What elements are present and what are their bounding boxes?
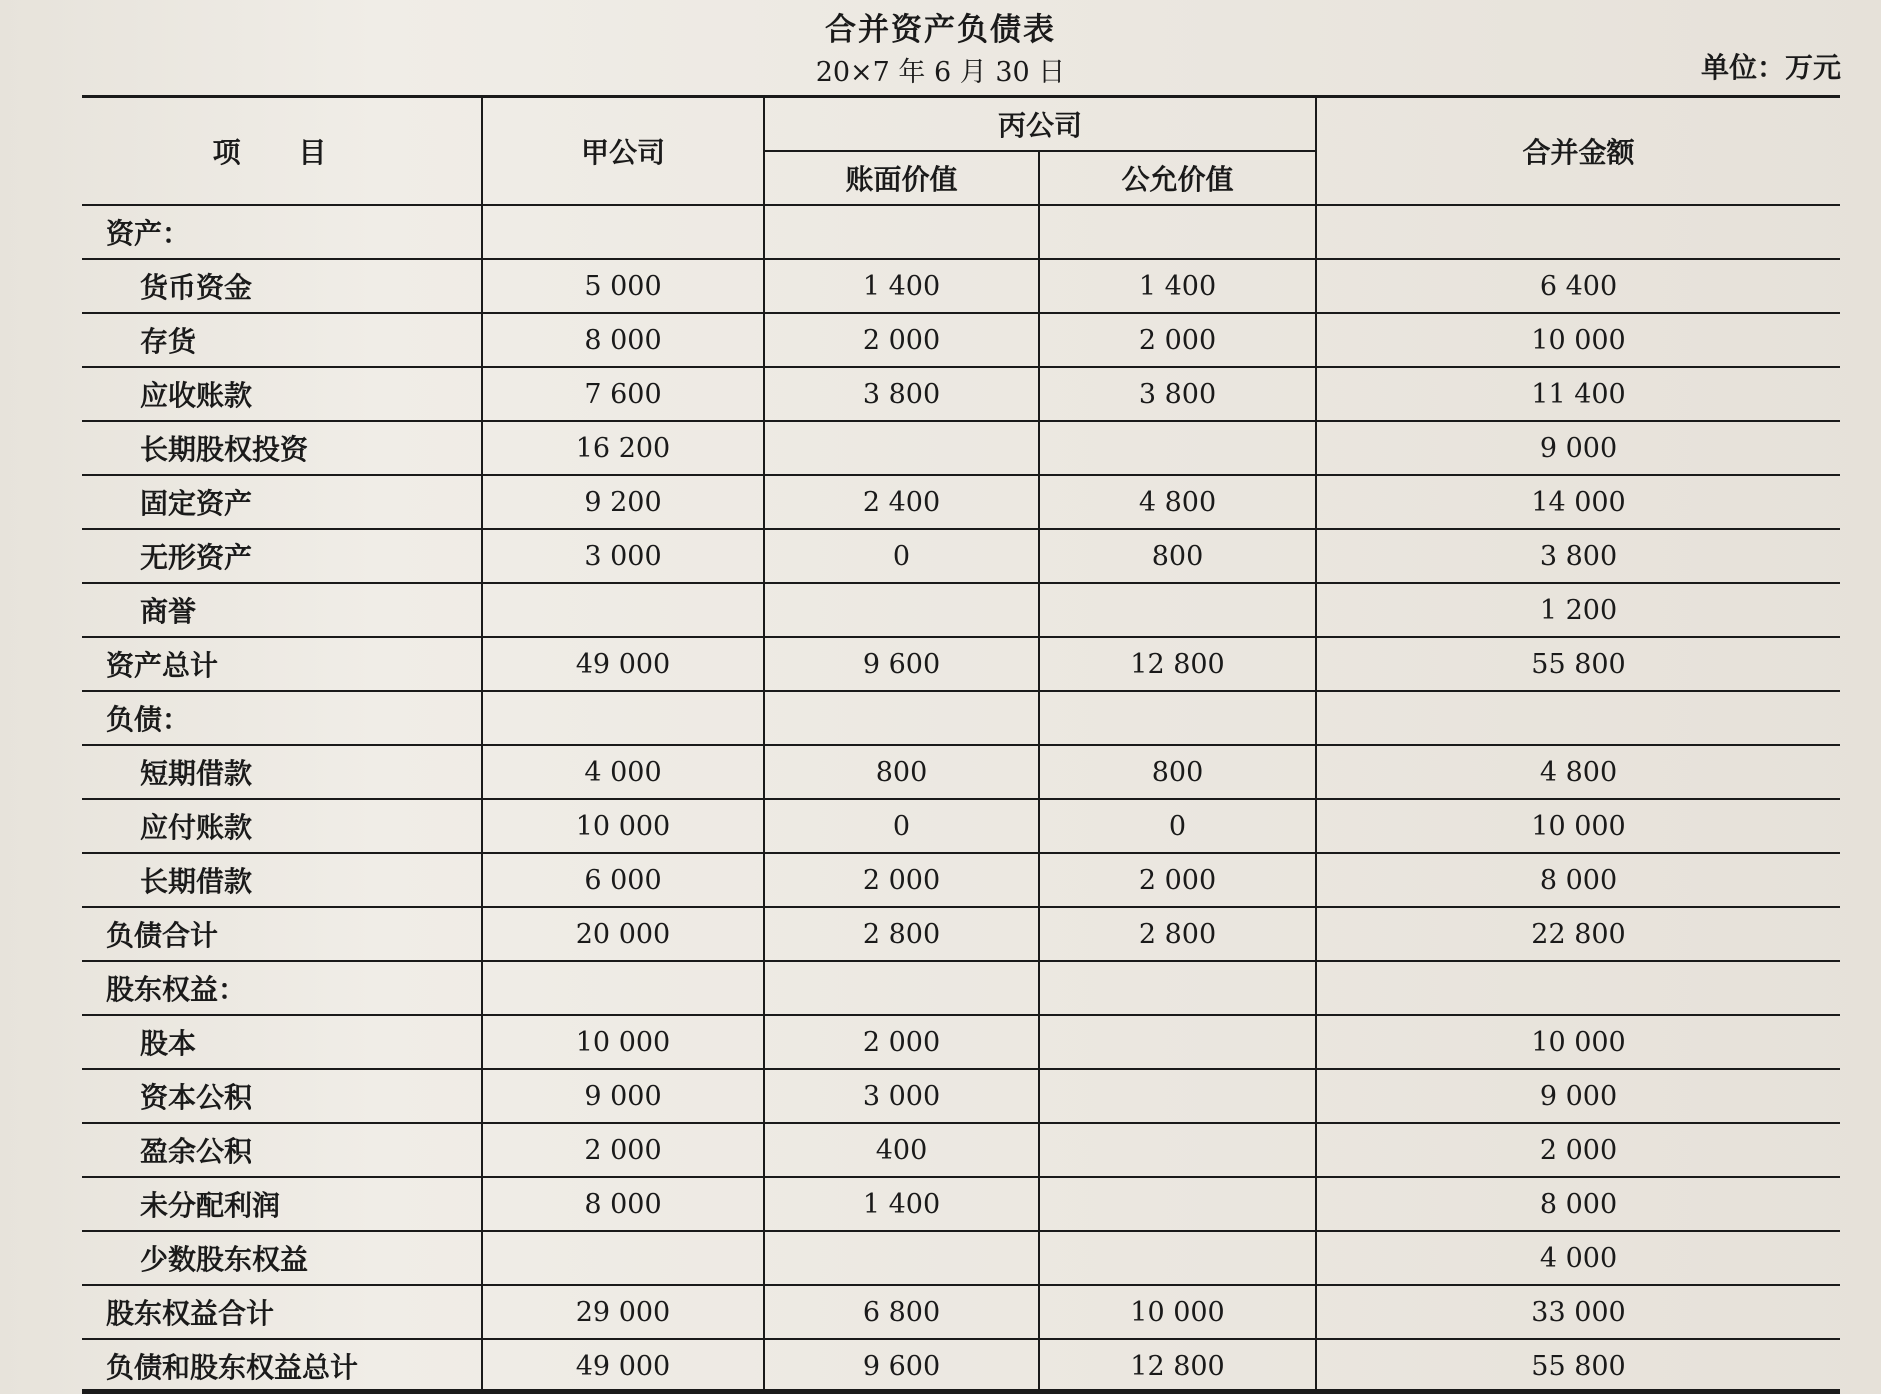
table-row xyxy=(82,907,1840,961)
row-label: 负债和股东权益总计 xyxy=(82,1339,482,1393)
header-jia: 甲公司 xyxy=(482,98,764,205)
cell-bing-fair xyxy=(1039,961,1316,1015)
cell-consolidated xyxy=(1316,205,1840,259)
header-fair-value: 公允价值 xyxy=(1039,151,1316,205)
cell-jia: 9 000 xyxy=(482,1069,764,1123)
row-label: 股东权益合计 xyxy=(82,1285,482,1339)
cell-consolidated: 8 000 xyxy=(1316,1177,1840,1231)
unit-note: 单位：万元 xyxy=(1700,51,1841,84)
cell-jia xyxy=(482,961,764,1015)
cell-jia: 7 600 xyxy=(482,367,764,421)
cell-jia: 10 000 xyxy=(482,799,764,853)
row-label: 股本 xyxy=(82,1015,482,1069)
table-row xyxy=(82,637,1840,691)
row-label: 商誉 xyxy=(82,583,482,637)
cell-bing-fair xyxy=(1039,1177,1316,1231)
cell-bing-book: 2 800 xyxy=(764,907,1039,961)
report-date: 20×7 年 6 月 30 日 xyxy=(815,57,1066,88)
cell-jia: 9 200 xyxy=(482,475,764,529)
cell-consolidated: 6 400 xyxy=(1316,259,1840,313)
cell-bing-fair: 800 xyxy=(1039,745,1316,799)
cell-jia: 10 000 xyxy=(482,1015,764,1069)
table-row xyxy=(82,1285,1840,1339)
table-row xyxy=(82,205,1840,259)
row-label: 存货 xyxy=(82,313,482,367)
table-row xyxy=(82,475,1840,529)
cell-jia: 6 000 xyxy=(482,853,764,907)
cell-bing-book: 800 xyxy=(764,745,1039,799)
cell-jia: 8 000 xyxy=(482,1177,764,1231)
cell-jia: 49 000 xyxy=(482,637,764,691)
cell-bing-fair xyxy=(1039,205,1316,259)
cell-bing-book xyxy=(764,961,1039,1015)
row-label: 短期借款 xyxy=(82,745,482,799)
cell-consolidated: 10 000 xyxy=(1316,313,1840,367)
bottom-rule xyxy=(82,1389,1840,1392)
cell-bing-fair: 3 800 xyxy=(1039,367,1316,421)
cell-jia: 29 000 xyxy=(482,1285,764,1339)
row-label: 未分配利润 xyxy=(82,1177,482,1231)
cell-bing-fair: 10 000 xyxy=(1039,1285,1316,1339)
cell-consolidated: 3 800 xyxy=(1316,529,1840,583)
table-row xyxy=(82,529,1840,583)
cell-jia: 8 000 xyxy=(482,313,764,367)
cell-consolidated: 33 000 xyxy=(1316,1285,1840,1339)
cell-consolidated: 9 000 xyxy=(1316,421,1840,475)
cell-bing-fair xyxy=(1039,1123,1316,1177)
cell-bing-fair xyxy=(1039,1231,1316,1285)
cell-bing-fair: 12 800 xyxy=(1039,637,1316,691)
cell-bing-book: 0 xyxy=(764,799,1039,853)
cell-bing-fair: 4 800 xyxy=(1039,475,1316,529)
table-row xyxy=(82,1069,1840,1123)
cell-bing-fair xyxy=(1039,691,1316,745)
header-bing: 丙公司 xyxy=(764,98,1316,151)
cell-consolidated: 10 000 xyxy=(1316,799,1840,853)
cell-bing-book: 2 400 xyxy=(764,475,1039,529)
cell-consolidated: 4 000 xyxy=(1316,1231,1840,1285)
row-label: 盈余公积 xyxy=(82,1123,482,1177)
cell-jia: 20 000 xyxy=(482,907,764,961)
cell-bing-book xyxy=(764,205,1039,259)
header-row-1 xyxy=(82,98,1840,151)
cell-bing-book: 3 800 xyxy=(764,367,1039,421)
cell-bing-book xyxy=(764,1231,1039,1285)
table-row xyxy=(82,853,1840,907)
cell-jia: 2 000 xyxy=(482,1123,764,1177)
cell-consolidated: 10 000 xyxy=(1316,1015,1840,1069)
table-row xyxy=(82,1015,1840,1069)
cell-bing-book: 2 000 xyxy=(764,853,1039,907)
cell-bing-fair: 800 xyxy=(1039,529,1316,583)
cell-bing-fair: 2 000 xyxy=(1039,313,1316,367)
row-label: 资产： xyxy=(82,205,482,259)
cell-consolidated: 55 800 xyxy=(1316,1339,1840,1393)
row-label: 负债： xyxy=(82,691,482,745)
header-book-value: 账面价值 xyxy=(764,151,1039,205)
cell-bing-fair: 0 xyxy=(1039,799,1316,853)
cell-consolidated: 2 000 xyxy=(1316,1123,1840,1177)
cell-consolidated: 55 800 xyxy=(1316,637,1840,691)
table-row xyxy=(82,691,1840,745)
cell-bing-fair: 2 800 xyxy=(1039,907,1316,961)
row-label: 负债合计 xyxy=(82,907,482,961)
cell-bing-book: 6 800 xyxy=(764,1285,1039,1339)
cell-bing-book: 2 000 xyxy=(764,1015,1039,1069)
row-label: 无形资产 xyxy=(82,529,482,583)
cell-bing-fair xyxy=(1039,421,1316,475)
cell-bing-book xyxy=(764,583,1039,637)
row-label: 固定资产 xyxy=(82,475,482,529)
cell-consolidated: 1 200 xyxy=(1316,583,1840,637)
cell-bing-book: 9 600 xyxy=(764,1339,1039,1393)
cell-bing-fair xyxy=(1039,583,1316,637)
cell-consolidated: 14 000 xyxy=(1316,475,1840,529)
cell-consolidated xyxy=(1316,691,1840,745)
table-row xyxy=(82,745,1840,799)
row-label: 应收账款 xyxy=(82,367,482,421)
balance-sheet-table xyxy=(82,98,1840,1394)
row-label: 货币资金 xyxy=(82,259,482,313)
table-row xyxy=(82,367,1840,421)
table-row xyxy=(82,1339,1840,1393)
cell-bing-fair xyxy=(1039,1015,1316,1069)
table-row xyxy=(82,313,1840,367)
cell-bing-fair: 12 800 xyxy=(1039,1339,1316,1393)
table-row xyxy=(82,799,1840,853)
cell-bing-book: 9 600 xyxy=(764,637,1039,691)
table-row xyxy=(82,259,1840,313)
row-label: 长期借款 xyxy=(82,853,482,907)
cell-jia xyxy=(482,205,764,259)
row-label: 资产总计 xyxy=(82,637,482,691)
table-row xyxy=(82,961,1840,1015)
document-title: 合并资产负债表 xyxy=(825,12,1056,48)
table-row xyxy=(82,1123,1840,1177)
row-label: 少数股东权益 xyxy=(82,1231,482,1285)
cell-jia: 49 000 xyxy=(482,1339,764,1393)
cell-jia: 16 200 xyxy=(482,421,764,475)
cell-bing-fair: 2 000 xyxy=(1039,853,1316,907)
cell-bing-book: 2 000 xyxy=(764,313,1039,367)
cell-consolidated: 9 000 xyxy=(1316,1069,1840,1123)
cell-bing-book: 1 400 xyxy=(764,1177,1039,1231)
header-item: 项 目 xyxy=(82,98,482,205)
cell-jia xyxy=(482,583,764,637)
table-row xyxy=(82,421,1840,475)
cell-jia: 4 000 xyxy=(482,745,764,799)
cell-consolidated xyxy=(1316,961,1840,1015)
cell-jia: 3 000 xyxy=(482,529,764,583)
cell-bing-book: 1 400 xyxy=(764,259,1039,313)
cell-consolidated: 8 000 xyxy=(1316,853,1840,907)
header-consolidated: 合并金额 xyxy=(1316,98,1840,205)
table-row xyxy=(82,583,1840,637)
row-label: 应付账款 xyxy=(82,799,482,853)
table-row xyxy=(82,1231,1840,1285)
cell-consolidated: 4 800 xyxy=(1316,745,1840,799)
cell-bing-fair xyxy=(1039,1069,1316,1123)
row-label: 长期股权投资 xyxy=(82,421,482,475)
cell-bing-book xyxy=(764,691,1039,745)
cell-consolidated: 11 400 xyxy=(1316,367,1840,421)
cell-jia xyxy=(482,1231,764,1285)
cell-jia xyxy=(482,691,764,745)
row-label: 股东权益： xyxy=(82,961,482,1015)
cell-bing-book: 400 xyxy=(764,1123,1039,1177)
cell-bing-book: 0 xyxy=(764,529,1039,583)
table-row xyxy=(82,1177,1840,1231)
row-label: 资本公积 xyxy=(82,1069,482,1123)
cell-bing-book xyxy=(764,421,1039,475)
cell-bing-fair: 1 400 xyxy=(1039,259,1316,313)
cell-jia: 5 000 xyxy=(482,259,764,313)
cell-bing-book: 3 000 xyxy=(764,1069,1039,1123)
cell-consolidated: 22 800 xyxy=(1316,907,1840,961)
